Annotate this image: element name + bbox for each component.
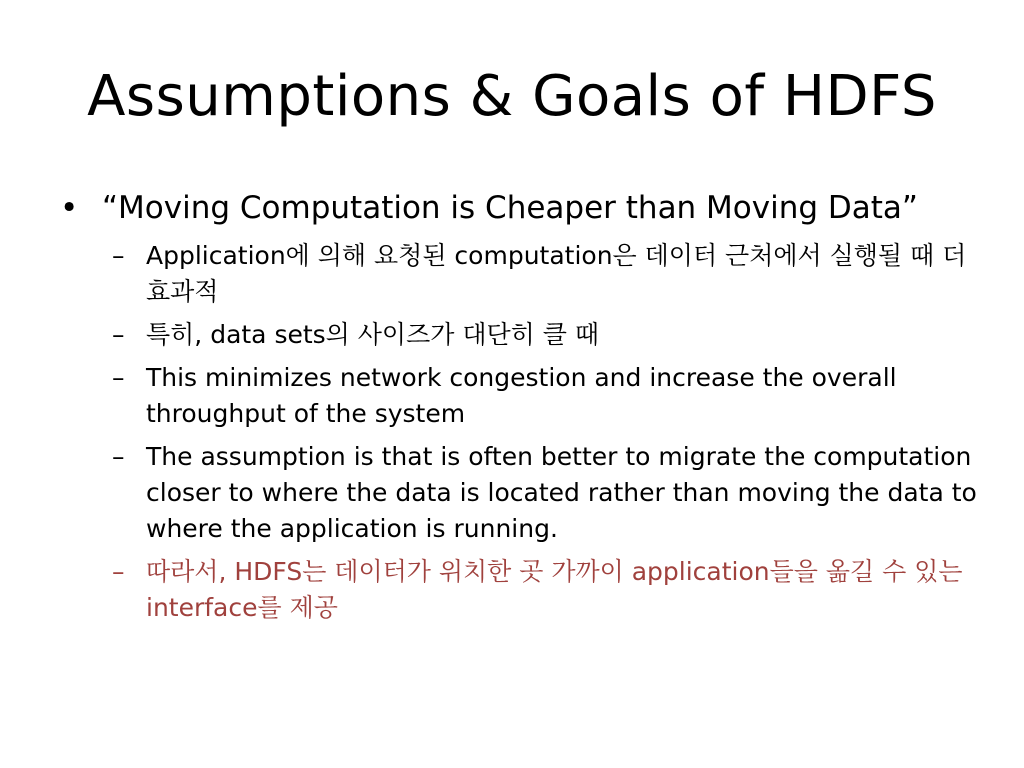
sub-bullet-assumption <box>60 439 980 547</box>
sub-bullet-text: The assumption is that is often better to migrate the computation closer to where the data is located rather than moving the data to where the application is running. <box>146 442 977 543</box>
sub-bullet-hdfs-interface <box>60 554 980 626</box>
sub-bullet-marker: – <box>112 241 125 270</box>
sub-bullet-text: This minimizes network congestion and increase the overall throughput of the system <box>146 363 897 428</box>
sub-bullet-application-computation <box>60 238 980 310</box>
sub-bullet-marker: – <box>112 442 125 471</box>
bullet-moving-computation <box>60 188 980 229</box>
sub-bullet-text: Application에 의해 요청된 computation은 데이터 근처에서 실행될 때 더 효과적 <box>146 241 967 306</box>
sub-bullet-network-congestion <box>60 360 980 432</box>
bullet-marker: • <box>60 190 79 226</box>
sub-bullet-marker: – <box>112 363 125 392</box>
sub-bullet-marker: – <box>112 557 125 586</box>
bullet-text: “Moving Computation is Cheaper than Moving Data” <box>102 190 918 226</box>
sub-bullet-text: 특히, data sets의 사이즈가 대단히 클 때 <box>146 320 599 349</box>
sub-bullet-large-data-sets <box>60 317 980 353</box>
slide-title: Assumptions & Goals of HDFS <box>87 64 937 129</box>
slide-body <box>60 188 980 633</box>
sub-bullet-text: 따라서, HDFS는 데이터가 위치한 곳 가까이 application들을 옮길 수 있는 interface를 제공 <box>146 557 963 622</box>
sub-bullet-marker: – <box>112 320 125 349</box>
